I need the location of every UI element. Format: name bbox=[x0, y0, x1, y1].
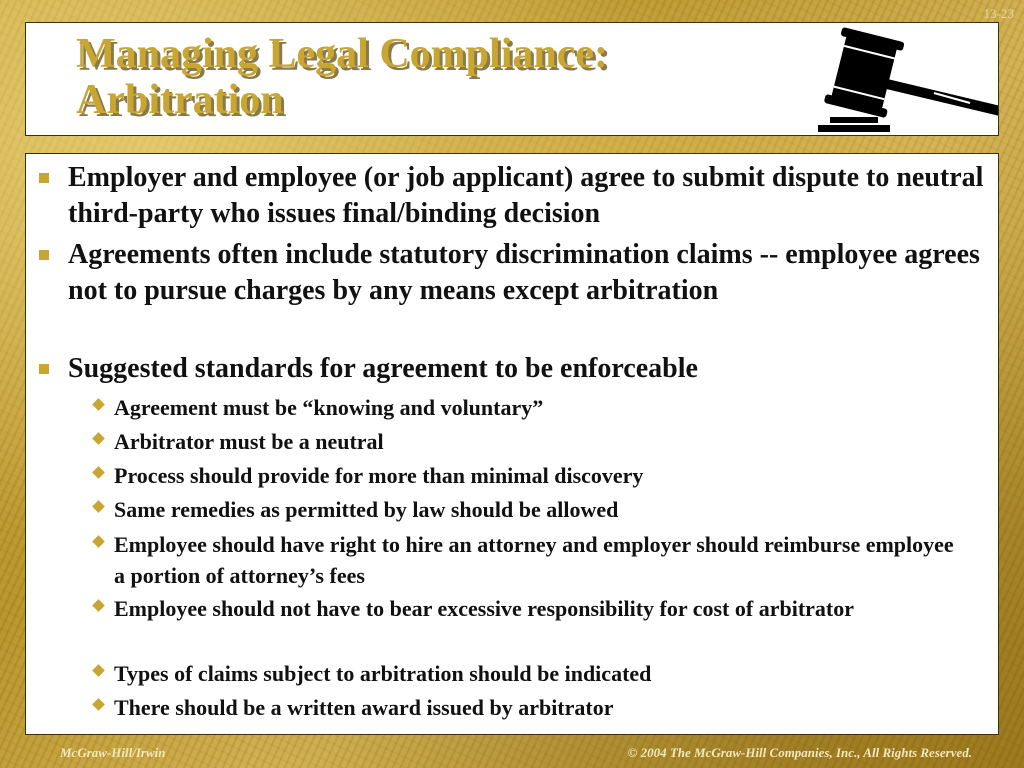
square-bullet-icon bbox=[39, 173, 49, 183]
gavel-icon bbox=[774, 25, 998, 137]
diamond-bullet-icon bbox=[92, 535, 105, 548]
title-panel bbox=[25, 22, 999, 136]
sub-bullet-text: Process should provide for more than minimal discovery bbox=[114, 463, 644, 488]
content-panel bbox=[25, 153, 999, 735]
footer-publisher: McGraw-Hill/Irwin bbox=[60, 745, 166, 760]
bullet-text: Suggested standards for agreement to be enforceable bbox=[68, 353, 698, 384]
slide-title bbox=[76, 31, 608, 123]
sub-bullet-text: Same remedies as permitted by law should be allowed bbox=[114, 497, 619, 522]
sub-bullet-text: Types of claims subject to arbitration should be indicated bbox=[114, 661, 652, 686]
diamond-bullet-icon bbox=[92, 398, 105, 411]
bullet-text: Agreements often include statutory discrimination claims -- employee agrees not to pursue charges by any means except arbitration bbox=[68, 239, 980, 306]
diamond-bullet-icon bbox=[92, 664, 105, 677]
title-line-1: Managing Legal Compliance: bbox=[76, 31, 608, 77]
diamond-bullet-icon bbox=[92, 599, 105, 612]
title-line-2: Arbitration bbox=[76, 77, 284, 123]
square-bullet-icon bbox=[39, 364, 49, 374]
sub-bullet-text: Employee should have right to hire an attorney and employer should reimburse employee a portion of attorney’s fees bbox=[114, 532, 954, 588]
diamond-bullet-icon bbox=[92, 698, 105, 711]
diamond-bullet-icon bbox=[92, 500, 105, 513]
sub-bullet-text: Arbitrator must be a neutral bbox=[114, 429, 384, 454]
sub-bullet-text: Agreement must be “knowing and voluntary” bbox=[114, 395, 544, 420]
slide-number: 13-23 bbox=[983, 6, 1014, 21]
diamond-bullet-icon bbox=[92, 432, 105, 445]
sub-bullet-text: There should be a written award issued by arbitrator bbox=[114, 695, 614, 720]
diamond-bullet-icon bbox=[92, 466, 105, 479]
bullet-text: Employer and employee (or job applicant) agree to submit dispute to neutral third-party who issues final/binding decision bbox=[68, 162, 984, 229]
footer-copyright: © 2004 The McGraw-Hill Companies, Inc., All Rights Reserved. bbox=[627, 745, 972, 760]
sub-bullet-text: Employee should not have to bear excessive responsibility for cost of arbitrator bbox=[114, 596, 855, 621]
square-bullet-icon bbox=[39, 250, 49, 260]
